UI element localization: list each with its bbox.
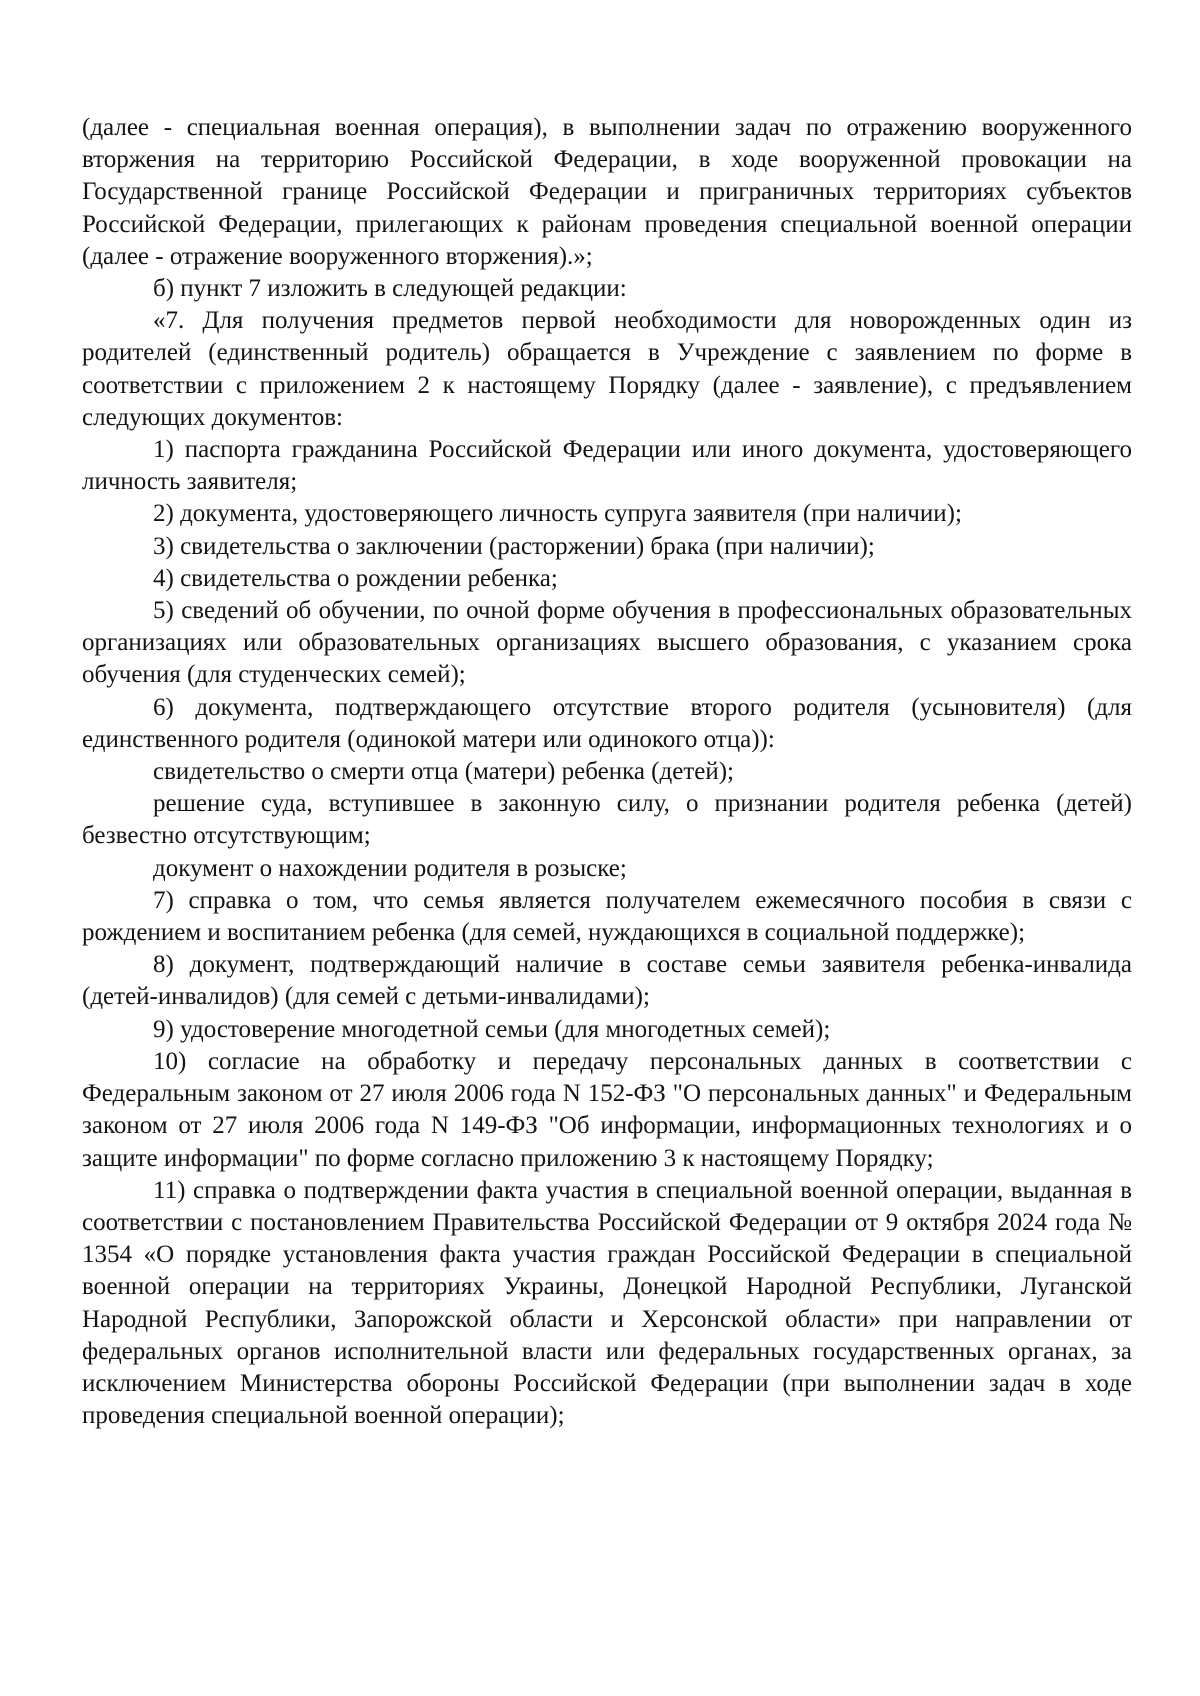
list-subitem-court-decision: решение суда, вступившее в законную силу, о признании родителя ребенка (детей) безвестно отсутствующим; <box>82 790 1132 850</box>
list-item-3: 3) свидетельства о заключении (расторжении) брака (при наличии); <box>153 532 875 560</box>
list-item-2: 2) документа, удостоверяющего личность супруга заявителя (при наличии); <box>153 500 962 528</box>
list-item-6: 6) документа, подтверждающего отсутствие второго родителя (усыновителя) (для единственного родителя (одинокой матери или одинокого отца)): <box>82 693 1132 753</box>
list-subitem-death-certificate: свидетельство о смерти отца (матери) ребенка (детей); <box>153 758 734 786</box>
list-item-9: 9) удостоверение многодетной семьи (для многодетных семей); <box>153 1015 831 1043</box>
paragraph-point-7: «7. Для получения предметов первой необходимости для новорожденных один из родителей (единственный родитель) обращается в Учреждение с заявлением по форме в соответствии с приложением 2 к настоящему Порядку (далее - заявление), с предъявлением следующих документов: <box>82 307 1132 431</box>
paragraph-continuation: (далее - специальная военная операция), в выполнении задач по отражению вооруженного вторжения на территорию Российской Федерации, в ходе вооруженной провокации на Государственной границе Российской Федерации и приграничных территориях субъектов Российской Федерации, прилегающих к районам проведения специальной военной операции (далее - отражение вооруженного вторжения).»; <box>82 114 1132 270</box>
list-item-5: 5) сведений об обучении, по очной форме обучения в профессиональных образовательных организациях или образовательных организациях высшего образования, с указанием срока обучения (для студенческих семей); <box>82 597 1132 689</box>
list-subitem-wanted-document: документ о нахождении родителя в розыске; <box>153 854 627 882</box>
list-item-10: 10) согласие на обработку и передачу персональных данных в соответствии с Федеральным законом от 27 июля 2006 года N 152-ФЗ "О персональных данных" и Федеральным законом от 27 июля 2006 года N 149-ФЗ "Об информации, информационных технологиях и о защите информации" по форме согласно приложению 3 к настоящему Порядку; <box>82 1047 1132 1172</box>
list-item-4: 4) свидетельства о рождении ребенка; <box>153 564 558 592</box>
list-item-11: 11) справка о подтверждении факта участия в специальной военной операции, выданная в соответствии с постановлением Правительства Российской Федерации от 9 октября 2024 года № 1354 «О порядке установления факта участия граждан Российской Федерации в специальной военной операции на территориях Украины, Донецкой Народной Республики, Луганской Народной Республики, Запорожской области и Херсонской области» при направлении от федеральных органов исполнительной власти или федеральных государственных органах, за исключением Министерства обороны Российской Федерации (при выполнении задач в ходе проведения специальной военной операции); <box>82 1176 1132 1430</box>
paragraph-subclause-b: б) пункт 7 изложить в следующей редакции: <box>153 275 627 303</box>
list-item-7: 7) справка о том, что семья является получателем ежемесячного пособия в связи с рождением и воспитанием ребенка (для семей, нуждающихся в социальной поддержке); <box>82 886 1132 947</box>
list-item-8: 8) документ, подтверждающий наличие в составе семьи заявителя ребенка-инвалида (детей-инвалидов) (для семей с детьми-инвалидами); <box>82 951 1132 1011</box>
document-body <box>82 112 1132 1432</box>
list-item-1: 1) паспорта гражданина Российской Федерации или иного документа, удостоверяющего личность заявителя; <box>82 436 1132 496</box>
